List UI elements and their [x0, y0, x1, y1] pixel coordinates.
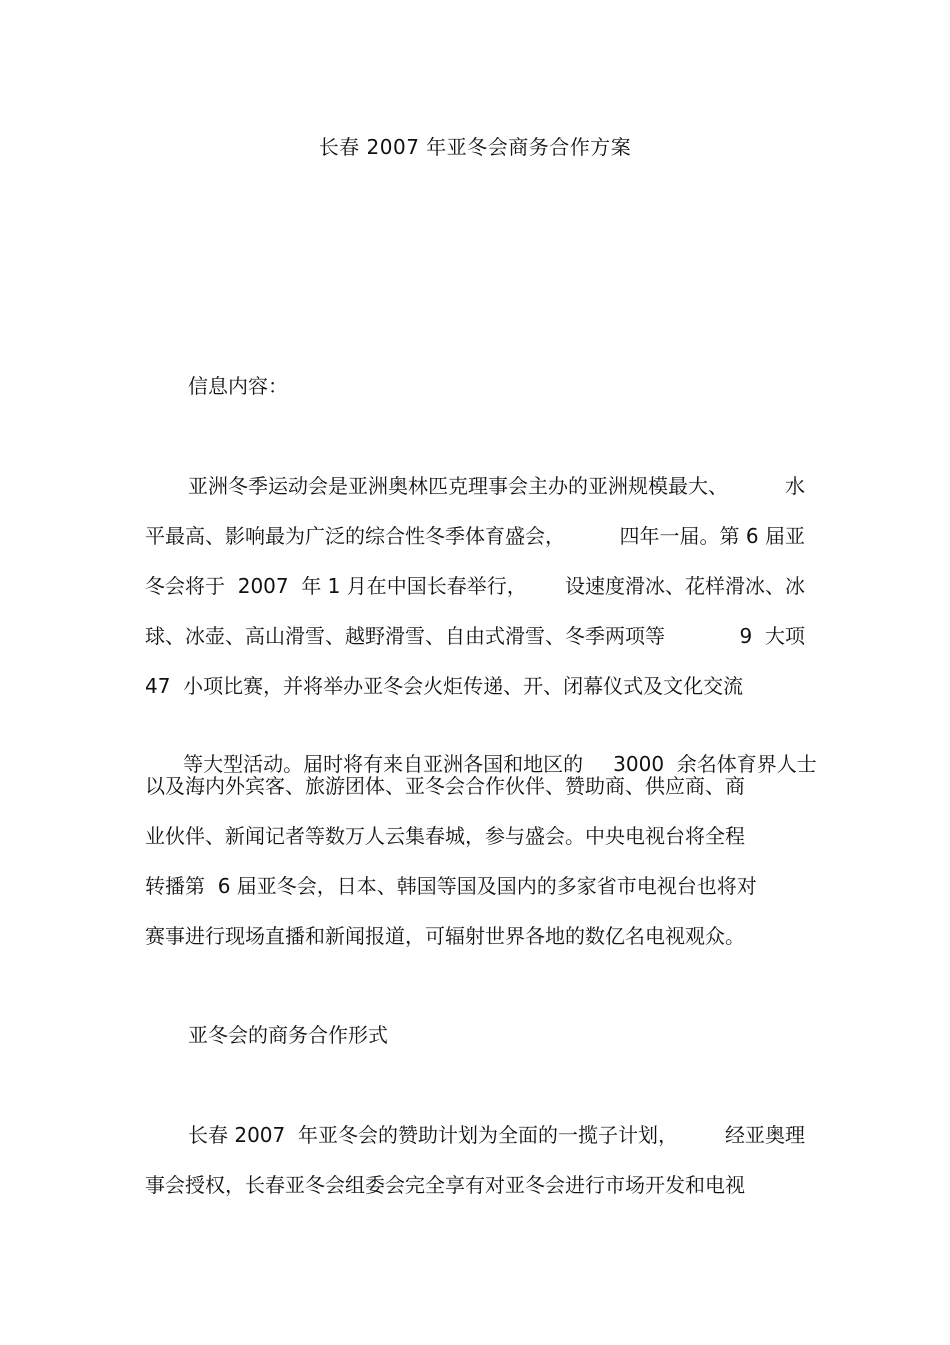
paragraph-line: 赛事进行现场直播和新闻报道，可辐射世界各地的数亿名电视观众。	[145, 924, 745, 948]
section-heading: 亚冬会的商务合作形式	[188, 1023, 388, 1047]
text-segment: 经亚奥理	[725, 1123, 805, 1147]
text-segment: 水	[785, 474, 805, 498]
text-segment: 冬会将于 2007 年 1 月在中国长春举行，	[145, 574, 527, 598]
paragraph-line	[188, 1121, 805, 1149]
paragraph-line	[188, 472, 805, 500]
paragraph-line: 47 小项比赛，并将举办亚冬会火炬传递、开、闭幕仪式及文化交流	[145, 674, 744, 698]
text-segment: 设速度滑冰、花样滑冰、冰	[565, 574, 805, 598]
paragraph-line: 转播第 6 届亚冬会，日本、韩国等国及国内的多家省市电视台也将对	[145, 874, 757, 898]
paragraph-line	[145, 622, 805, 650]
text-segment: 球、冰壶、高山滑雪、越野滑雪、自由式滑雪、冬季两项等	[145, 624, 665, 648]
paragraph-line	[145, 572, 805, 600]
paragraph-line: 事会授权，长春亚冬会组委会完全享有对亚冬会进行市场开发和电视	[145, 1173, 745, 1197]
text-segment: 3000 余名体育界人士	[613, 752, 817, 776]
paragraph-line: 业伙伴、新闻记者等数万人云集春城，参与盛会。中央电视台将全程	[145, 824, 745, 848]
paragraph-line	[145, 522, 805, 550]
text-segment: 长春 2007 年亚冬会的赞助计划为全面的一揽子计划，	[188, 1123, 678, 1147]
text-segment: 平最高、影响最为广泛的综合性冬季体育盛会，	[145, 524, 565, 548]
text-segment: 9 大项	[739, 624, 805, 648]
paragraph-line: 以及海内外宾客、旅游团体、亚冬会合作伙伴、赞助商、供应商、商	[145, 774, 745, 798]
text-segment: 四年一届。第 6 届亚	[619, 524, 805, 548]
text-segment: 亚洲冬季运动会是亚洲奥林匹克理事会主办的亚洲规模最大、	[188, 474, 728, 498]
text-segment: 等大型活动。届时将有来自亚洲各国和地区的	[183, 752, 584, 776]
document-title: 长春 2007 年亚冬会商务合作方案	[318, 135, 632, 159]
info-label: 信息内容：	[188, 374, 288, 398]
